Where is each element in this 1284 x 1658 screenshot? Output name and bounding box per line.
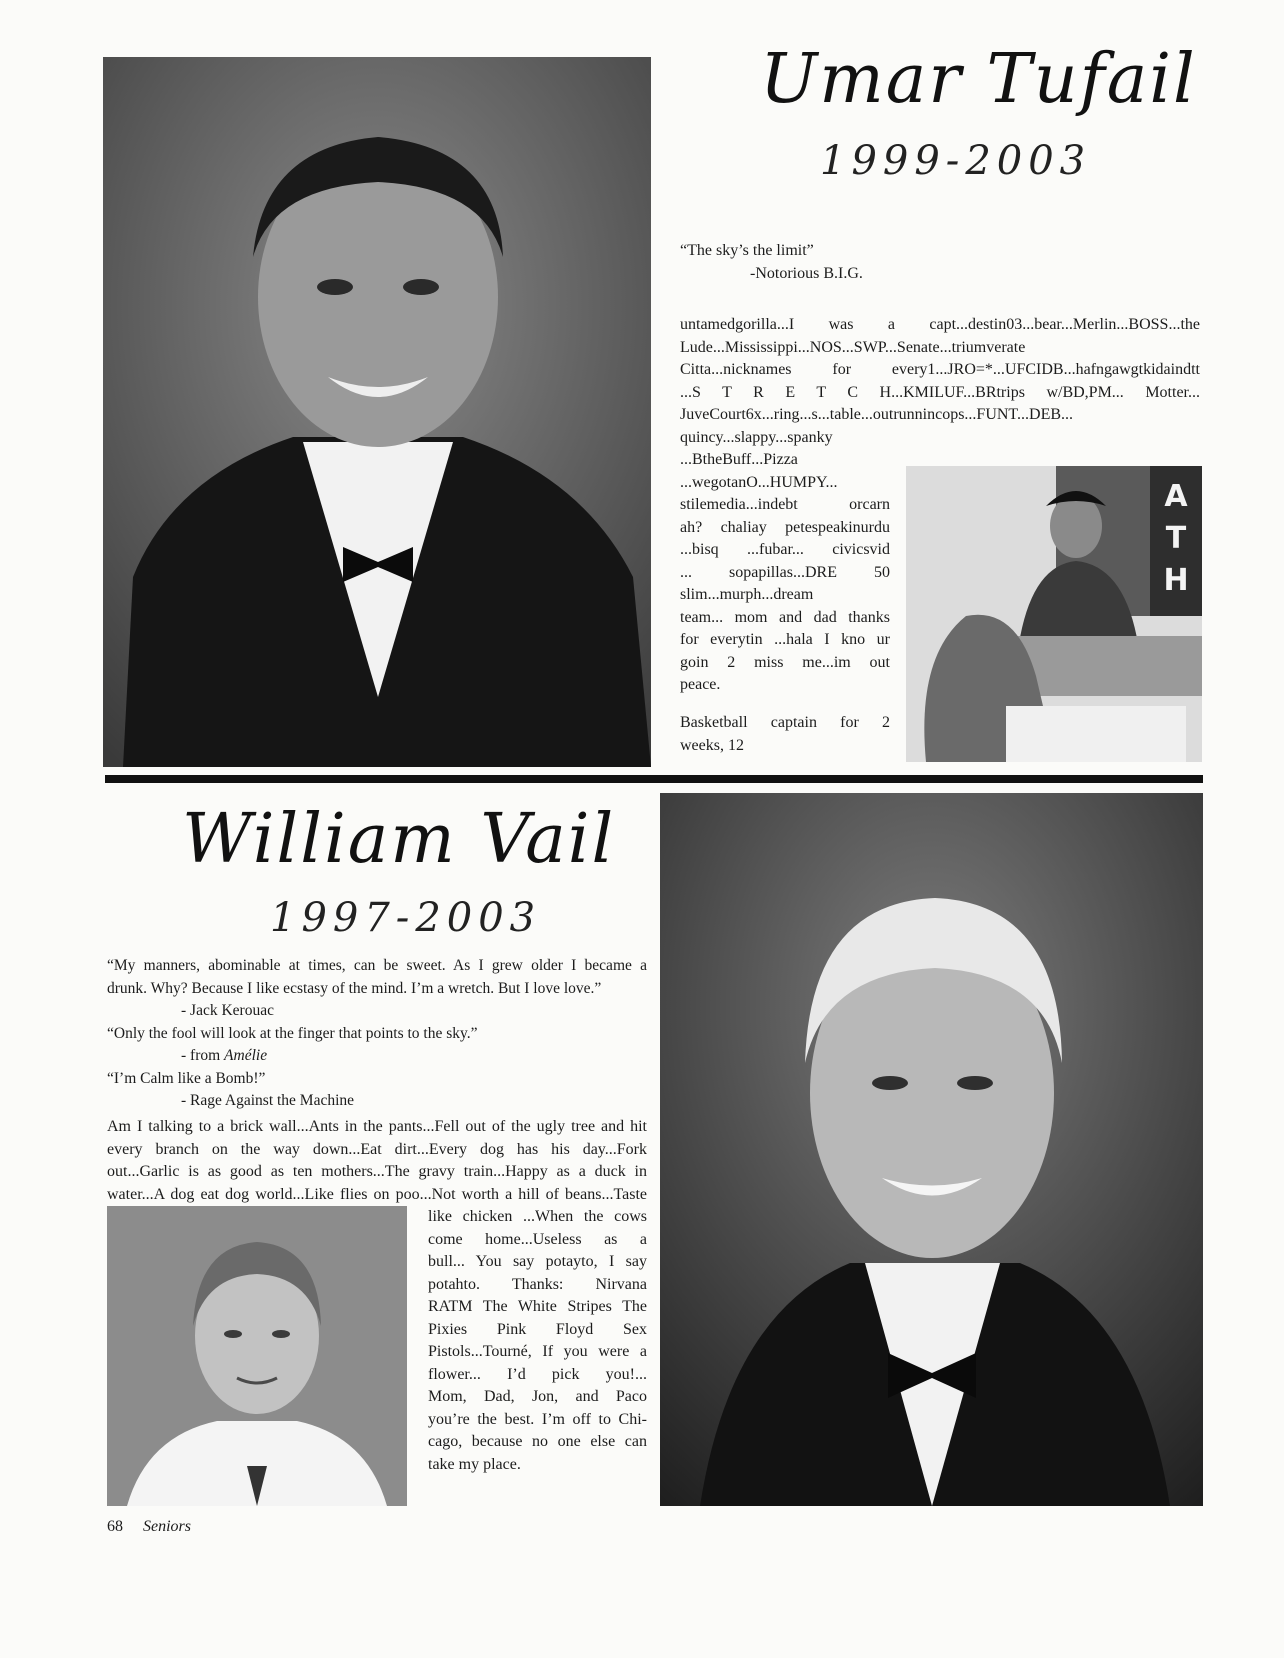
- senior-years-umar: 1999-2003: [820, 138, 1092, 184]
- message-line: Pistols...Tourné, If you were a: [428, 1343, 647, 1360]
- message-line: stilemedia...indebt orcarn: [680, 496, 890, 513]
- quote-text: “Only the fool will look at the finger that points to the sky.”: [107, 1024, 478, 1042]
- senior-name-umar: Umar Tufail: [760, 40, 1197, 119]
- portrait-photo-umar: [103, 57, 651, 767]
- message-line: Mom, Dad, Jon, and Paco: [428, 1388, 647, 1405]
- senior-name-william: William Vail: [182, 800, 616, 879]
- quote-author: [107, 1045, 647, 1068]
- quote-text: “The sky’s the limit”: [680, 242, 814, 259]
- quote-author-title: Amélie: [224, 1047, 268, 1064]
- message-line: flower... I’d pick you!...: [428, 1365, 647, 1383]
- senior-years-william: 1997-2003: [270, 895, 542, 941]
- message-narrow-william: [428, 1206, 647, 1476]
- message-line: ah? chaliay petespeakinurdu: [680, 518, 890, 536]
- activities-umar: [680, 712, 890, 757]
- message-line: ...wegotanO...HUMPY...: [680, 473, 838, 491]
- board-letter: H: [1163, 563, 1189, 598]
- activity-line: Basketball captain for 2: [680, 714, 890, 731]
- message-line: every branch on the way down...Eat dirt...Every dog has his day...Fork: [107, 1140, 647, 1158]
- quote-author-prefix: - from: [181, 1047, 225, 1064]
- message-line: come home...Useless as a: [428, 1230, 647, 1248]
- message-wide-william: [107, 1116, 647, 1206]
- message-narrow-umar: [680, 449, 890, 697]
- quote-author: - Jack Kerouac: [181, 1002, 274, 1019]
- message-line: team... mom and dad thanks: [680, 608, 890, 626]
- message-line: water...A dog eat dog world...Like flies on poo...Not worth a hill of beans...Taste: [107, 1185, 647, 1203]
- quote-author: - Rage Against the Machine: [181, 1092, 355, 1109]
- quote-author: -Notorious B.I.G.: [750, 264, 863, 282]
- message-line: out...Garlic is as good as ten mothers...The gravy train...Happy as a duck in: [107, 1163, 647, 1180]
- page-number: 68: [107, 1518, 123, 1535]
- message-line: Lude...Mississippi...NOS...SWP...Senate...triumverate: [680, 338, 1026, 356]
- section-divider: [105, 775, 1203, 783]
- quote-block-umar: [680, 240, 1000, 285]
- message-line: like chicken ...When the cows: [428, 1208, 647, 1225]
- message-line: ... sopapillas...DRE 50: [680, 563, 890, 581]
- message-line: ...S T R E T C H...KMILUF...BRtrips w/BD,PM... Motter...: [680, 383, 1200, 401]
- quote-text: “My manners, abominable at times, can be sweet. As I grew older I became a: [107, 957, 647, 974]
- quote-text: drunk. Why? Because I like ecstasy of the mind. I’m a wretch. But I love love.”: [107, 979, 602, 997]
- portrait-photo-william: [660, 793, 1203, 1506]
- message-line: Am I talking to a brick wall...Ants in the pants...Fell out of the ugly tree and hit: [107, 1118, 647, 1135]
- message-line: goin 2 miss me...im out: [680, 653, 890, 671]
- message-line: bull... You say potayto, I say: [428, 1253, 647, 1270]
- message-line: take my place.: [428, 1455, 521, 1473]
- board-letter: T: [1165, 521, 1187, 556]
- message-line: slim...murph...dream: [680, 586, 814, 603]
- page-footer: [107, 1516, 307, 1539]
- message-line: ...bisq ...fubar... civicsvid: [680, 541, 890, 558]
- message-line: RATM The White Stripes The: [428, 1298, 647, 1315]
- quotes-william: [107, 955, 647, 1113]
- message-wide-umar: [680, 314, 1200, 449]
- quote-text: “I’m Calm like a Bomb!”: [107, 1069, 266, 1087]
- activity-line: weeks, 12: [680, 736, 744, 754]
- message-line: potahto. Thanks: Nirvana: [428, 1275, 647, 1293]
- message-line: JuveCourt6x...ring...s...table...outrunnincops...FUNT...DEB...: [680, 406, 1074, 423]
- message-line: for everytin ...hala I kno ur: [680, 631, 890, 648]
- message-line: Pixies Pink Floyd Sex: [428, 1320, 647, 1338]
- message-line: ...BtheBuff...Pizza: [680, 451, 798, 468]
- message-line: you’re the best. I’m off to Chi-: [428, 1410, 647, 1428]
- candid-photo-william: [107, 1206, 407, 1506]
- message-line: Citta...nicknames for every1...JRO=*...UFCIDB...hafngawgtkidaindtt: [680, 361, 1200, 378]
- message-line: cago, because no one else can: [428, 1433, 647, 1450]
- message-line: untamedgorilla...I was a capt...destin03...bear...Merlin...BOSS...the: [680, 316, 1200, 333]
- section-name: Seniors: [143, 1518, 191, 1535]
- board-letter: A: [1164, 479, 1188, 514]
- message-line: peace.: [680, 676, 721, 693]
- message-line: quincy...slappy...spanky: [680, 428, 833, 446]
- candid-photo-umar: [906, 466, 1202, 762]
